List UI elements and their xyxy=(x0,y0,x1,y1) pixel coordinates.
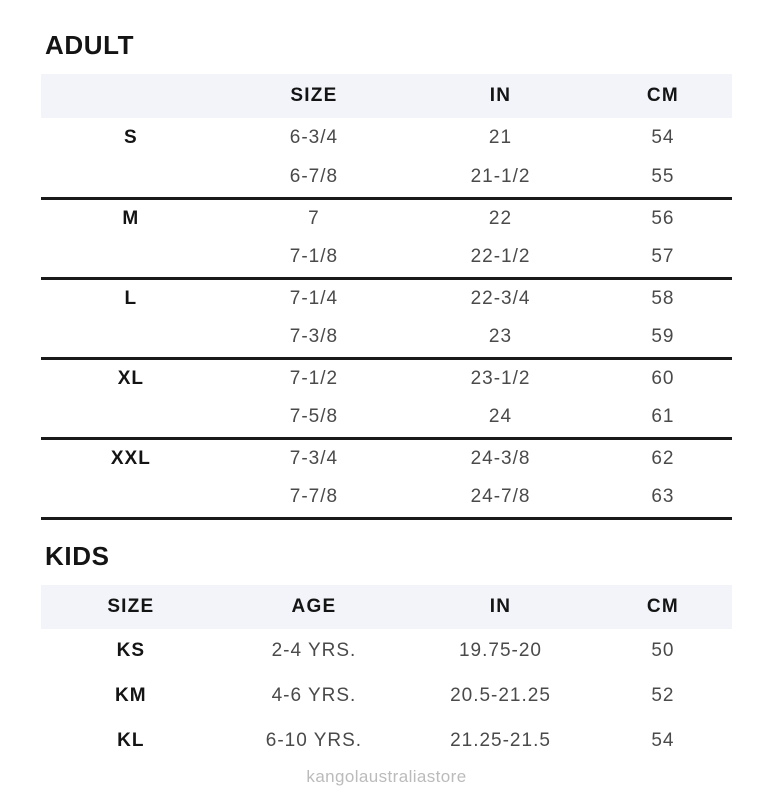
column-header-blank xyxy=(41,74,221,118)
table-row xyxy=(41,278,732,318)
table-row xyxy=(41,398,732,438)
size-group-xl xyxy=(41,358,732,438)
value-cell: 63 xyxy=(651,486,675,508)
value-cell: 22 xyxy=(488,207,513,229)
adult-section-heading: ADULT xyxy=(45,30,135,60)
size-label-cell: KS xyxy=(116,640,146,661)
value-cell: 54 xyxy=(651,730,675,751)
value-cell: 2-4 YRS. xyxy=(271,640,357,661)
value-cell: 7-1/8 xyxy=(289,246,339,268)
size-label-cell: XXL xyxy=(110,447,151,469)
table-row xyxy=(41,318,732,358)
size-label-cell: KL xyxy=(117,730,145,751)
value-cell: 7-3/8 xyxy=(289,326,339,348)
table-row xyxy=(41,358,732,398)
value-cell: 7-5/8 xyxy=(289,406,339,428)
value-cell: 57 xyxy=(651,246,675,268)
table-row xyxy=(41,238,732,278)
size-group-m xyxy=(41,198,732,278)
value-cell: 6-7/8 xyxy=(289,166,339,188)
value-cell: 6-10 YRS. xyxy=(265,730,363,751)
value-cell: 7-3/4 xyxy=(289,447,339,469)
value-cell: 61 xyxy=(651,406,675,428)
value-cell: 52 xyxy=(651,685,675,706)
size-group-s xyxy=(41,118,732,198)
size-label-cell: S xyxy=(123,127,138,148)
size-label-cell xyxy=(41,238,221,278)
table-row xyxy=(41,478,732,518)
size-label-cell: XL xyxy=(117,367,144,389)
value-cell: 54 xyxy=(651,127,675,148)
value-cell: 56 xyxy=(651,207,675,229)
column-header-in: IN xyxy=(489,595,512,617)
size-group-l xyxy=(41,278,732,358)
value-cell: 60 xyxy=(651,367,675,389)
column-header-size: SIZE xyxy=(290,85,338,106)
value-cell: 4-6 YRS. xyxy=(271,685,357,706)
value-cell: 7-1/4 xyxy=(289,287,339,309)
size-label-cell xyxy=(41,398,221,438)
kids-size-table xyxy=(41,585,732,764)
table-row xyxy=(41,158,732,198)
table-row xyxy=(41,198,732,238)
value-cell: 58 xyxy=(651,287,675,309)
size-label-cell xyxy=(41,478,221,518)
value-cell: 6-3/4 xyxy=(289,127,339,148)
value-cell: 62 xyxy=(651,447,675,469)
kids-table-header-row xyxy=(41,585,732,629)
size-label-cell: L xyxy=(124,287,138,309)
value-cell: 22-3/4 xyxy=(470,287,531,309)
value-cell: 21-1/2 xyxy=(470,166,531,188)
value-cell: 21 xyxy=(488,127,513,148)
size-label-cell: KM xyxy=(115,685,147,706)
kids-section-heading: KIDS xyxy=(45,540,110,571)
table-row xyxy=(41,719,732,764)
watermark: kangolaustraliastore xyxy=(306,766,467,786)
value-cell: 19.75-20 xyxy=(458,640,542,661)
column-header-cm: CM xyxy=(646,85,679,106)
column-header-size: SIZE xyxy=(107,595,155,617)
size-label-cell xyxy=(41,158,221,198)
value-cell: 21.25-21.5 xyxy=(450,730,551,751)
size-group-xxl xyxy=(41,438,732,518)
column-header-age: AGE xyxy=(291,595,337,617)
column-header-in: IN xyxy=(489,85,512,106)
value-cell: 7-7/8 xyxy=(289,486,339,508)
adult-table-header-row xyxy=(41,74,732,118)
value-cell: 55 xyxy=(651,166,675,188)
size-label-cell xyxy=(41,318,221,358)
table-row xyxy=(41,629,732,674)
value-cell: 50 xyxy=(651,640,675,661)
value-cell: 24-7/8 xyxy=(470,486,531,508)
value-cell: 23 xyxy=(488,326,513,348)
table-row xyxy=(41,438,732,478)
table-row xyxy=(41,674,732,719)
value-cell: 22-1/2 xyxy=(470,246,531,268)
value-cell: 7 xyxy=(308,207,320,229)
value-cell: 24-3/8 xyxy=(470,447,531,469)
column-header-cm: CM xyxy=(646,595,679,617)
value-cell: 59 xyxy=(651,326,675,348)
value-cell: 7-1/2 xyxy=(289,367,339,389)
size-label-cell: M xyxy=(122,207,140,229)
value-cell: 24 xyxy=(488,406,513,428)
table-row xyxy=(41,118,732,158)
value-cell: 20.5-21.25 xyxy=(450,685,551,706)
adult-size-table xyxy=(41,74,732,520)
value-cell: 23-1/2 xyxy=(470,367,531,389)
